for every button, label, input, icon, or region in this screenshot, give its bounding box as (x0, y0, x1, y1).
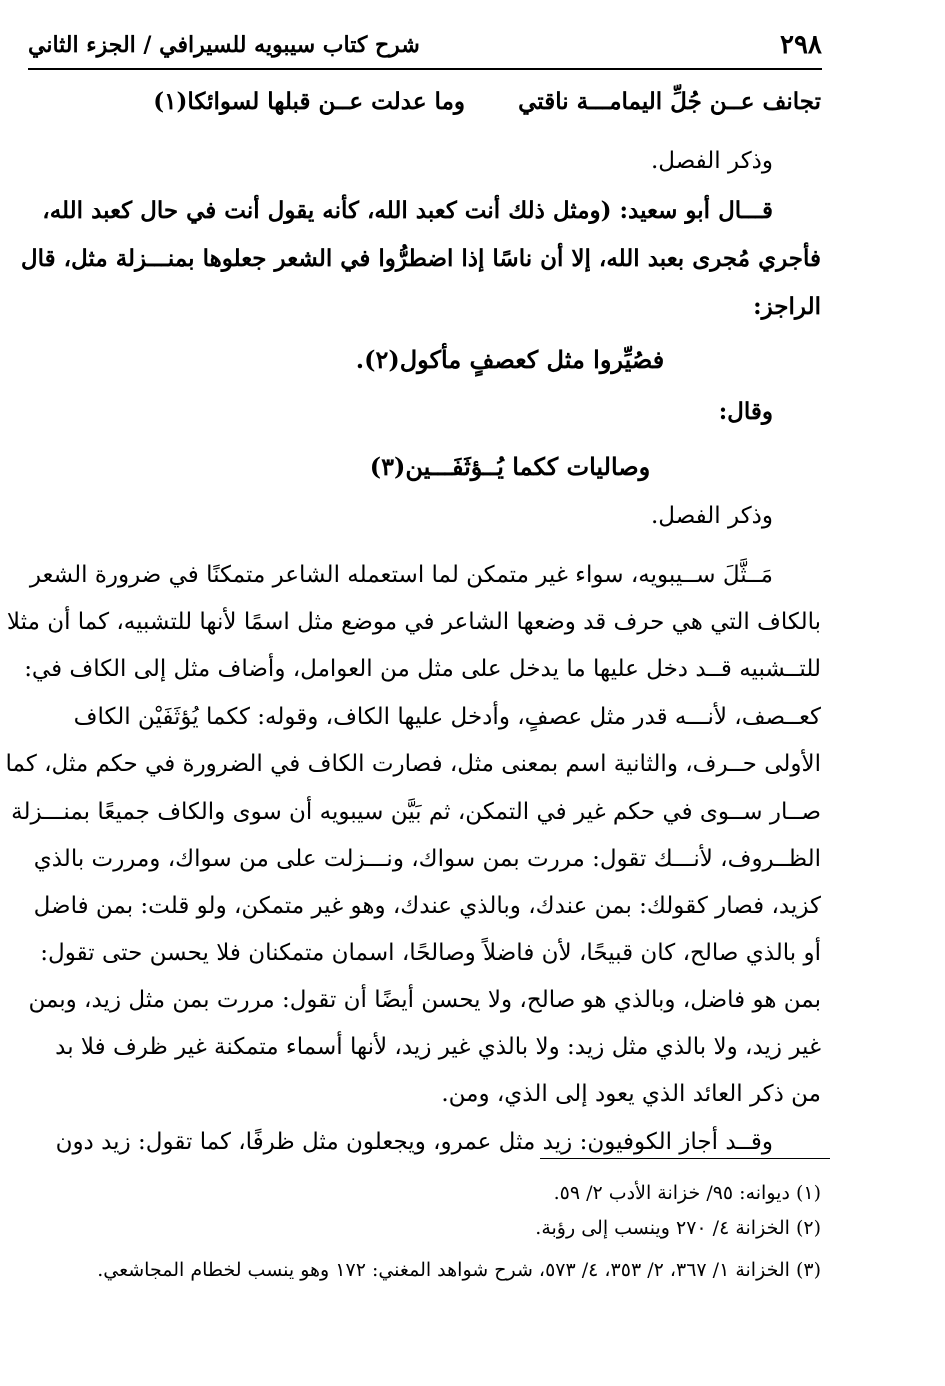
text-line: وذكر الفصل. (650, 503, 773, 529)
text-line: مَــثَّلَ ســيبويه، سواء غير متمكن لما استعمله الشاعر متمكنًا في ضرورة الشعر (29, 562, 773, 588)
footnote-separator (540, 1158, 830, 1159)
page-number: ٢٩٨ (780, 30, 822, 60)
text-line: بالكاف التي هي حرف قد وضعها الشاعر في موضع مثل اسمًا لأنها للتشبيه، كما أن مثلا (6, 609, 821, 635)
text-line: الظــروف، لأنـــك تقول: مررت بمن سواك، ونـــزلت على من سواك، ومررت بالذي (33, 846, 821, 872)
text-line: كزيد، فصار كقولك: بمن عندك، وبالذي عندك، وهو غير متمكن، ولو قلت: بمن فاضل (33, 893, 821, 919)
text-line: الأولى حــرف، والثانية اسم بمعنى مثل، فصارت الكاف في الضرورة في حكم مثل، كما (5, 751, 821, 777)
verse-left-hemistich: وما عدلت عــن قبلها لسوائكا(١) (153, 88, 465, 115)
verse-line: وصاليات ككما يُــؤثَفَـــين(٣) (369, 452, 651, 481)
text-line: بمن هو فاضل، وبالذي هو صالح، ولا يحسن أيضًا أن تقول: مررت بمن مثل زيد، وبمن (28, 987, 821, 1013)
text-line: من ذكر العائد الذي يعود إلى الذي، ومن. (441, 1081, 821, 1107)
text-line: وقــد أجاز الكوفيون: زيد مثل عمرو، ويجعلون مثل ظرفًا، كما تقول: زيد دون (55, 1129, 773, 1155)
text-line: أو بالذي صالح، كان قبيحًا، لأن فاضلاً وصالحًا، اسمان متمكنان فلا يحسن حتى تقول: (40, 940, 821, 966)
text-line: للتــشبيه قــد دخل عليها ما يدخل على مثل من العوامل، وأضاف مثل إلى الكاف في: (24, 656, 821, 682)
text-line: الراجز: (753, 293, 821, 320)
footnote: (١) ديوانه: ٩٥/ خزانة الأدب ٢/ ٥٩. (553, 1182, 821, 1204)
text-line: وذكر الفصل. (650, 148, 773, 174)
verse-line: فصُيِّروا مثل كعصفٍ مأكول(٢). (355, 345, 665, 374)
text-line: غير زيد، ولا بالذي مثل زيد: ولا بالذي غير زيد، لأنها أسماء متمكنة غير ظرف فلا بد (55, 1034, 821, 1060)
text-line: فأجري مُجرى بعبد الله، إلا أن ناسًا إذا اضطرُّوا في الشعر جعلوها بمنـــزلة مثل، قال (20, 245, 821, 272)
page-header (28, 24, 822, 70)
footnote: (٣) الخزانة ١/ ٣٦٧، ٢/ ٣٥٣، ٤/ ٥٧٣، شرح شواهد المغني: ١٧٢ وهو ينسب لخطام المجاشعي. (97, 1259, 821, 1281)
text-line: قـــال أبو سعيد: (ومثل ذلك أنت كعبد الله، كأنه يقول أنت في حال كعبد الله، (42, 197, 773, 224)
running-title: شرح كتاب سيبويه للسيرافي / الجزء الثاني (28, 32, 420, 58)
footnote: (٢) الخزانة ٤/ ٢٧٠ وينسب إلى رؤبة. (535, 1217, 821, 1239)
text-line: كعــصف، لأنـــه قدر مثل عصفٍ، وأدخل عليها الكاف، وقوله: ككما يُؤثَفَيْن الكاف (73, 704, 821, 730)
text-line: صــار ســوى في حكم غير في التمكن، ثم بَيَّن سيبويه أن سوى والكاف جميعًا بمنـــزلة (11, 799, 821, 825)
text-line: وقال: (718, 398, 773, 425)
verse-right-hemistich: تجانف عــن جُلِّ اليمامـــة ناقتي (518, 88, 821, 115)
